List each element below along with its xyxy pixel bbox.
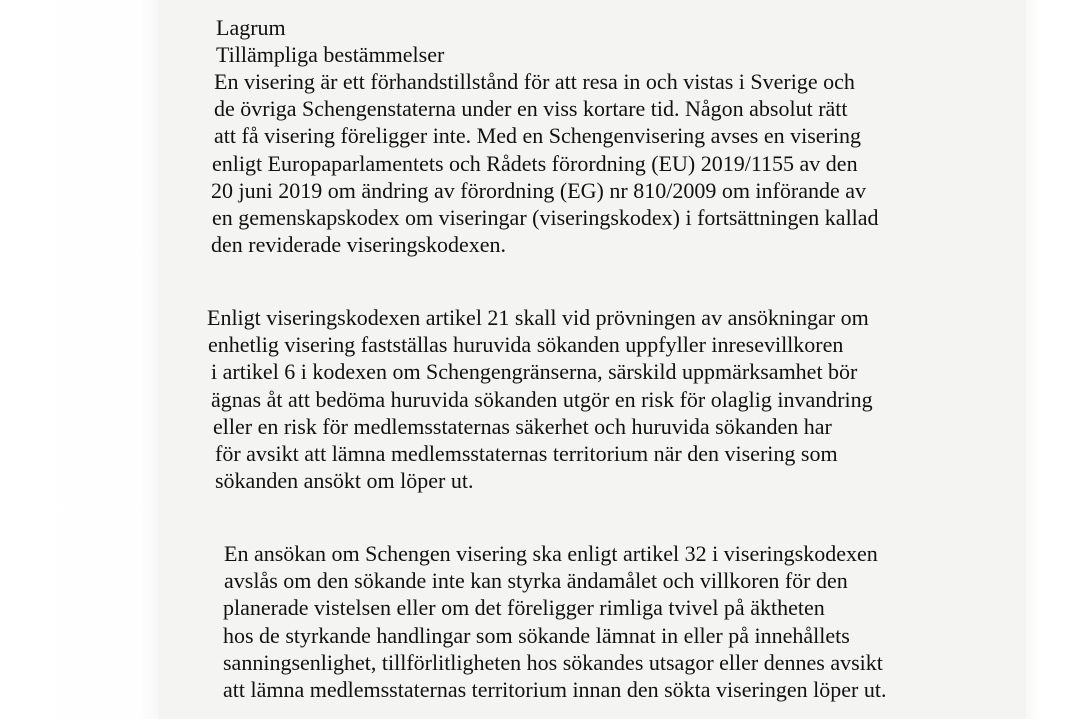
text-line: sanningsenlighet, tillförlitligheten hos sökandes utsagor eller dennes avsikt bbox=[223, 649, 883, 675]
text-line: en gemenskapskodex om viseringar (viseringskodex) i fortsättningen kallad bbox=[212, 205, 879, 231]
text-line: den reviderade viseringskodexen. bbox=[211, 232, 507, 258]
document-heading bbox=[216, 14, 444, 68]
text-line: planerade vistelsen eller om det föreligger rimliga tvivel på äktheten bbox=[223, 595, 825, 621]
heading-subtitle: Tillämpliga bestämmelser bbox=[216, 42, 445, 68]
paragraph-visa-definition bbox=[211, 68, 879, 258]
text-line: sökanden ansökt om löper ut. bbox=[215, 468, 474, 494]
heading-title: Lagrum bbox=[216, 15, 286, 40]
text-line: i artikel 6 i kodexen om Schengengränserna, särskild uppmärksamhet bör bbox=[211, 359, 858, 385]
text-line: hos de styrkande handlingar som sökande lämnat in eller på innehållets bbox=[223, 622, 850, 648]
paragraph-article-32 bbox=[224, 540, 886, 703]
text-line: Enligt viseringskodexen artikel 21 skall vid prövningen av ansökningar om bbox=[207, 305, 869, 330]
text-line: enhetlig visering fastställas huruvida sökanden uppfyller inresevillkoren bbox=[208, 332, 844, 358]
text-line: avslås om den sökande inte kan styrka ändamålet och villkoren för den bbox=[224, 568, 848, 594]
text-line: En ansökan om Schengen visering ska enligt artikel 32 i viseringskodexen bbox=[224, 541, 878, 566]
text-line: eller en risk för medlemsstaternas säkerhet och huruvida sökanden har bbox=[213, 413, 832, 439]
text-line: ägnas åt att bedöma huruvida sökanden utgör en risk för olaglig invandring bbox=[211, 386, 873, 412]
text-line: de övriga Schengenstaterna under en viss kortare tid. Någon absolut rätt bbox=[214, 96, 848, 122]
text-line: enligt Europaparlamentets och Rådets förordning (EU) 2019/1155 av den bbox=[212, 150, 858, 176]
text-line: att lämna medlemsstaternas territorium innan den sökta viseringen löper ut. bbox=[223, 677, 887, 703]
text-line: En visering är ett förhandstillstånd för att resa in och vistas i Sverige och bbox=[214, 69, 855, 94]
text-line: för avsikt att lämna medlemsstaternas territorium när den visering som bbox=[215, 441, 838, 467]
text-line: att få visering föreligger inte. Med en Schengenvisering avses en visering bbox=[214, 123, 861, 149]
paragraph-article-21 bbox=[207, 304, 873, 494]
text-line: 20 juni 2019 om ändring av förordning (EG) nr 810/2009 om införande av bbox=[211, 177, 866, 203]
